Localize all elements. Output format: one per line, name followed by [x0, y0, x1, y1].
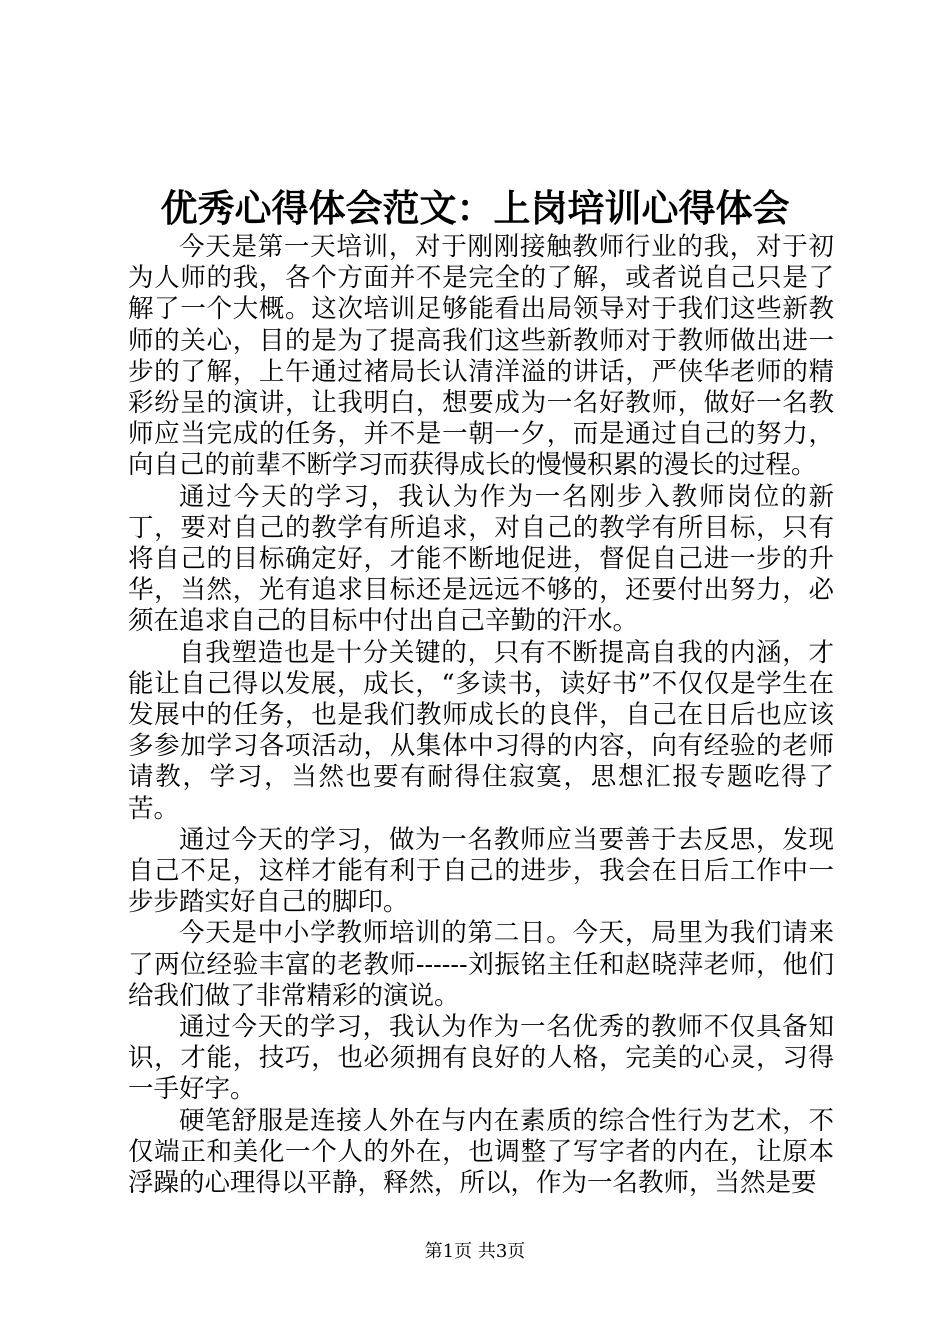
paragraph: 通过今天的学习，我认为作为一名优秀的教师不仅具备知识，才能，技巧，也必须拥有良好的人格，完美的心灵，习得一手好字。: [128, 1012, 834, 1105]
paragraph: 通过今天的学习，做为一名教师应当要善于去反思，发现自己不足，这样才能有利于自己的进步，我会在日后工作中一步步踏实好自己的脚印。: [128, 824, 834, 918]
document-body: [128, 232, 834, 1199]
paragraph: 自我塑造也是十分关键的，只有不断提高自我的内涵，才能让自己得以发展，成长，“多读书，读好书”不仅仅是学生在发展中的任务，也是我们教师成长的良伴，自己在日后也应该多参加学习各项活动，从集体中习得的内容，向有经验的老师请教，学习，当然也要有耐得住寂寞，思想汇报专题吃得了苦。: [128, 637, 834, 824]
paragraph: 今天是第一天培训，对于刚刚接触教师行业的我，对于初为人师的我，各个方面并不是完全的了解，或者说自己只是了解了一个大概。这次培训足够能看出局领导对于我们这些新教师的关心，目的是为了提高我们这些新教师对于教师做出进一步的了解，上午通过褚局长认清洋溢的讲话，严侠华老师的精彩纷呈的演讲，让我明白，想要成为一名好教师，做好一名教师应当完成的任务，并不是一朝一夕，而是通过自己的努力，向自己的前辈不断学习而获得成长的慢慢积累的漫长的过程。: [128, 232, 834, 481]
document-title: 优秀心得体会范文：上岗培训心得体会: [160, 186, 790, 230]
page-footer: 第1页 共3页: [424, 1241, 526, 1262]
paragraph: 硬笔舒服是连接人外在与内在素质的综合性行为艺术，不仅端正和美化一个人的外在，也调整了写字者的内在，让原本浮躁的心理得以平静，释然，所以，作为一名教师，当然是要: [128, 1105, 834, 1199]
paragraph: 通过今天的学习，我认为作为一名刚步入教师岗位的新丁，要对自己的教学有所追求，对自己的教学有所目标，只有将自己的目标确定好，才能不断地促进，督促自己进一步的升华，当然，光有追求目标还是远远不够的，还要付出努力，必须在追求自己的目标中付出自己辛勤的汗水。: [128, 481, 834, 637]
paragraph: 今天是中小学教师培训的第二日。今天，局里为我们请来了两位经验丰富的老教师------刘振铭主任和赵晓萍老师，他们给我们做了非常精彩的演说。: [128, 918, 834, 1011]
